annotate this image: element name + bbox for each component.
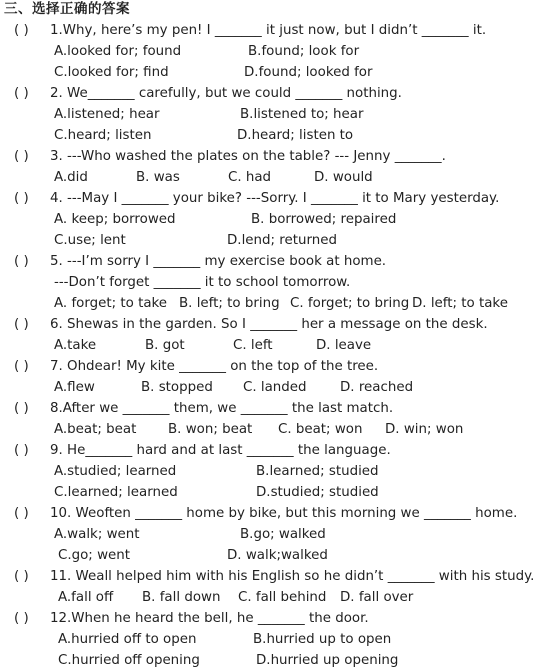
option-c: C. forget; to bring — [290, 296, 410, 311]
question-9 — [14, 442, 391, 460]
answer-blank: ( ) — [14, 23, 29, 38]
option-d: D. walk;walked — [227, 548, 328, 563]
question-stem-continued: ---Don’t forget _______ it to school tomorrow. — [54, 275, 351, 290]
option-c: C. landed — [243, 380, 307, 395]
answer-blank: ( ) — [14, 443, 29, 458]
question-10 — [14, 505, 517, 523]
option-c: C. fall behind — [238, 590, 327, 605]
option-d: D. reached — [340, 380, 414, 395]
option-a: A.take — [54, 338, 97, 353]
answer-blank: ( ) — [14, 359, 29, 374]
option-b: B. stopped — [141, 380, 213, 395]
option-a: A.did — [54, 170, 88, 185]
option-b: B.listened to; hear — [240, 107, 364, 122]
option-b: B.go; walked — [240, 527, 326, 542]
question-12 — [14, 610, 369, 628]
option-b: B.hurried up to open — [253, 632, 392, 647]
question-8 — [14, 400, 393, 418]
option-d: D.hurried up opening — [256, 653, 399, 668]
option-d: D.lend; returned — [227, 233, 337, 248]
question-2 — [14, 85, 402, 103]
option-c: C.use; lent — [54, 233, 126, 248]
question-3 — [14, 148, 446, 166]
option-c: C. had — [228, 170, 272, 185]
option-d: D. left; to take — [412, 296, 508, 311]
question-6 — [14, 316, 488, 334]
option-b: B. borrowed; repaired — [251, 212, 397, 227]
option-b: B.learned; studied — [256, 464, 379, 479]
question-stem: 3. ---Who washed the plates on the table? --- Jenny _______. — [50, 149, 446, 164]
question-stem: 5. ---I’m sorry I _______ my exercise book at home. — [50, 254, 387, 269]
option-a: A.hurried off to open — [58, 632, 197, 647]
option-d: D. would — [314, 170, 373, 185]
option-d: D. fall over — [340, 590, 414, 605]
option-c: C.go; went — [58, 548, 130, 563]
question-5 — [14, 253, 386, 271]
option-d: D.found; looked for — [244, 65, 373, 80]
question-11 — [14, 568, 534, 586]
question-stem: 1.Why, here’s my pen! I _______ it just now, but I didn’t _______ it. — [50, 23, 487, 38]
option-b: B. was — [136, 170, 180, 185]
question-stem: 7. Ohdear! My kite _______ on the top of the tree. — [50, 359, 379, 374]
answer-blank: ( ) — [14, 86, 29, 101]
answer-blank: ( ) — [14, 149, 29, 164]
option-d: D.studied; studied — [256, 485, 379, 500]
option-a: A.flew — [54, 380, 95, 395]
answer-blank: ( ) — [14, 254, 29, 269]
option-a: A.walk; went — [54, 527, 140, 542]
option-a: A.looked for; found — [54, 44, 182, 59]
option-b: B. won; beat — [168, 422, 253, 437]
option-c: C.heard; listen — [54, 128, 152, 143]
option-a: A.studied; learned — [54, 464, 177, 479]
option-c: C. left — [233, 338, 273, 353]
option-c: C.hurried off opening — [58, 653, 200, 668]
answer-blank: ( ) — [14, 191, 29, 206]
option-c: C.learned; learned — [54, 485, 178, 500]
question-stem: 2. We_______ carefully, but we could _______ nothing. — [50, 86, 402, 101]
question-7 — [14, 358, 378, 376]
option-b: B.found; look for — [248, 44, 360, 59]
option-d: D. win; won — [385, 422, 464, 437]
option-b: B. fall down — [142, 590, 221, 605]
question-stem: 8.After we _______ them, we _______ the last match. — [50, 401, 394, 416]
option-b: B. left; to bring — [179, 296, 280, 311]
question-4 — [14, 190, 499, 208]
question-stem: 4. ---May I _______ your bike? ---Sorry. I _______ it to Mary yesterday. — [50, 191, 500, 206]
question-stem: 9. He_______ hard and at last _______ the language. — [50, 443, 391, 458]
option-a: A. forget; to take — [54, 296, 168, 311]
option-a: A.fall off — [58, 590, 114, 605]
question-stem: 11. Weall helped him with his English so he didn’t _______ with his study. — [50, 569, 535, 584]
option-c: C.looked for; find — [54, 65, 169, 80]
answer-blank: ( ) — [14, 401, 29, 416]
answer-blank: ( ) — [14, 317, 29, 332]
section-heading: 三、选择正确的答案 — [4, 1, 130, 17]
answer-blank: ( ) — [14, 569, 29, 584]
option-c: C. beat; won — [278, 422, 363, 437]
option-b: B. got — [145, 338, 185, 353]
answer-blank: ( ) — [14, 506, 29, 521]
option-a: A. keep; borrowed — [54, 212, 176, 227]
answer-blank: ( ) — [14, 611, 29, 626]
question-1 — [14, 22, 486, 40]
option-a: A.listened; hear — [54, 107, 160, 122]
question-stem: 10. Weoften _______ home by bike, but this morning we _______ home. — [50, 506, 518, 521]
option-d: D.heard; listen to — [237, 128, 354, 143]
question-stem: 6. Shewas in the garden. So I _______ her a message on the desk. — [50, 317, 488, 332]
question-stem: 12.When he heard the bell, he _______ the door. — [50, 611, 369, 626]
option-a: A.beat; beat — [54, 422, 137, 437]
option-d: D. leave — [316, 338, 372, 353]
